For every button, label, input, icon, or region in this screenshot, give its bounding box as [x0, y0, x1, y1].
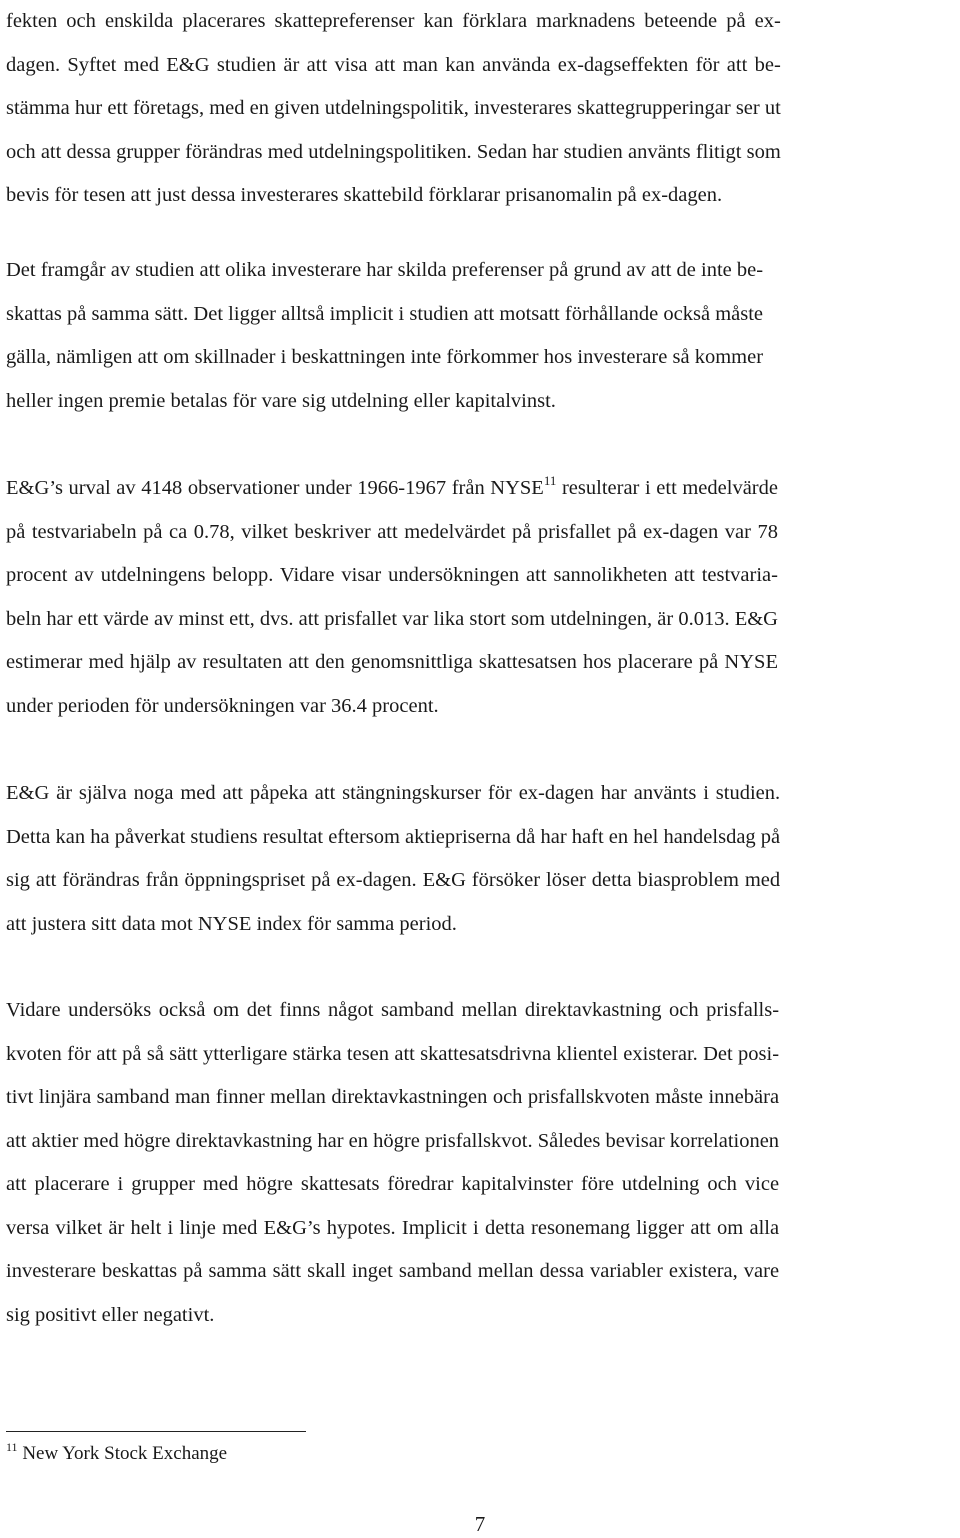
text-line: att aktier med högre direktavkastning har en högre prisfallskvot. Således bevisar korrelationen	[6, 1129, 780, 1152]
text-line: Det framgår av studien att olika investerare har skilda preferenser på grund av att de inte be-	[6, 259, 764, 281]
footnote-divider	[6, 1431, 306, 1432]
page-number: 7	[474, 1512, 486, 1536]
text-line: Vidare undersöks också om det finns något samband mellan direktavkastning och prisfalls-	[6, 999, 780, 1021]
text-line: bevis för tesen att just dessa investerares skattebild förklarar prisanomalin på ex-dagen.	[6, 184, 723, 206]
footnote-number: 11	[6, 1440, 18, 1454]
footnote-text: New York Stock Exchange	[17, 1443, 228, 1464]
text-segment: resulterar i ett medelvärde	[556, 477, 778, 499]
text-line: estimerar med hjälp av resultaten att den genomsnittliga skattesatsen hos placerare på NYSE	[6, 651, 778, 673]
text-line: på testvariabeln på ca 0.78, vilket beskriver att medelvärdet på prisfallet på ex-dagen var 78	[6, 520, 778, 543]
text-line	[6, 467, 778, 511]
paragraph-2	[6, 249, 763, 423]
paragraph-4	[6, 772, 780, 946]
text-line: gälla, nämligen att om skillnader i beskattningen inte förkommer hos investerare så kommer	[6, 346, 764, 368]
text-line: investerare beskattas på samma sätt skall inget samband mellan dessa variabler existera, vare	[6, 1260, 780, 1282]
paragraph-3	[6, 467, 778, 728]
footnote-reference[interactable]: 11	[543, 473, 557, 488]
footnote	[6, 1440, 227, 1468]
text-line: tivt linjära samband man finner mellan direktavkastningen och prisfallskvoten måste innebära	[6, 1086, 780, 1108]
text-line: och att dessa grupper förändras med utdelningspolitiken. Sedan har studien använts flitigt som	[6, 140, 781, 163]
text-line: att justera sitt data mot NYSE index för samma period.	[6, 912, 457, 935]
text-line: Detta kan ha påverkat studiens resultat eftersom aktiepriserna då har haft en hel handelsdag på	[6, 825, 781, 848]
text-line: skattas på samma sätt. Det ligger alltså implicit i studien att motsatt förhållande också måste	[6, 302, 764, 325]
text-line: stämma hur ett företags, med en given utdelningspolitik, investerares skattegrupperingar ser ut	[6, 97, 781, 119]
text-line: fekten och enskilda placerares skattepreferenser kan förklara marknadens beteende på ex-	[6, 10, 781, 32]
text-line: sig att förändras från öppningspriset på ex-dagen. E&G försöker löser detta biasproblem med	[6, 869, 781, 891]
paragraph-5	[6, 989, 779, 1337]
text-line: sig positivt eller negativt.	[6, 1303, 215, 1326]
text-line: kvoten för att på så sätt ytterligare stärka tesen att skattesatsdrivna klientel existerar. Det posi-	[6, 1042, 780, 1065]
text-line: E&G är själva noga med att påpeka att stängningskurser för ex-dagen har använts i studien.	[6, 782, 781, 804]
text-line: heller ingen premie betalas för vare sig utdelning eller kapitalvinst.	[6, 389, 556, 412]
text-line: beln har ett värde av minst ett, dvs. att prisfallet var lika stort som utdelningen, är 0.013. E&G	[6, 607, 778, 630]
text-line: under perioden för undersökningen var 36.4 procent.	[6, 694, 439, 717]
text-line: versa vilket är helt i linje med E&G’s hypotes. Implicit i detta resonemang ligger att om alla	[6, 1216, 780, 1239]
paragraph-1	[6, 0, 781, 218]
text-line: procent av utdelningens belopp. Vidare visar undersökningen att sannolikheten att testvaria-	[6, 564, 778, 586]
text-line: att placerare i grupper med högre skattesats föredrar kapitalvinster före utdelning och vice	[6, 1173, 780, 1195]
text-line: dagen. Syftet med E&G studien är att visa att man kan använda ex-dagseffekten för att be-	[6, 53, 781, 76]
text-segment: E&G’s urval av 4148 observationer under 1966-1967 från NYSE	[6, 477, 544, 499]
